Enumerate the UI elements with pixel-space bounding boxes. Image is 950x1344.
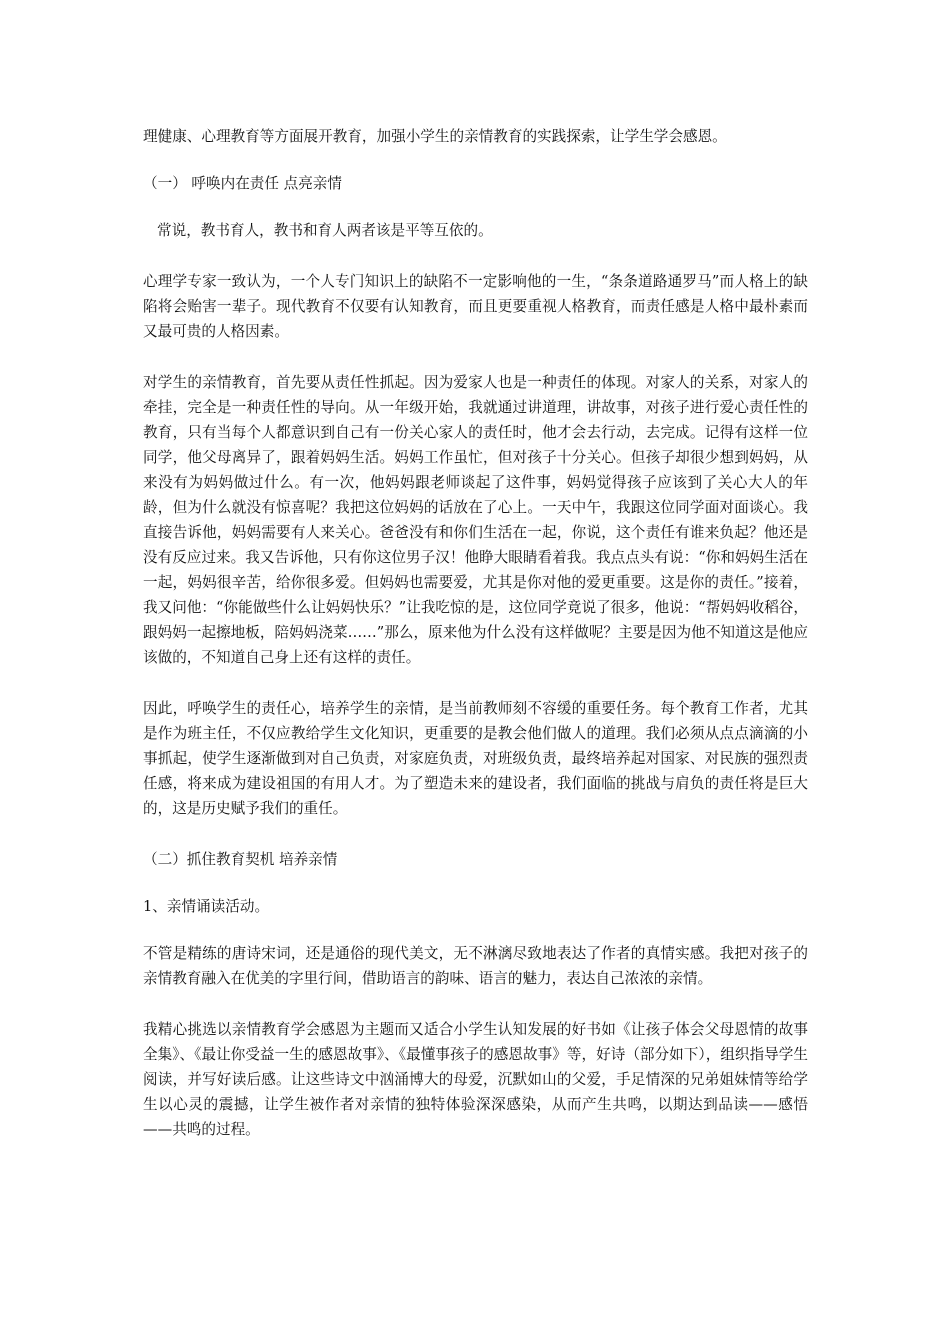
section-heading-1: （一） 呼唤内在责任 点亮亲情 (143, 175, 342, 192)
paragraph-intro-continuation: 理健康、心理教育等方面展开教育，加强小学生的亲情教育的实践探索，让学生学会感恩。 (143, 128, 727, 145)
paragraph-responsibility-story: 对学生的亲情教育，首先要从责任性抓起。因为爱家人也是一种责任的体现。对家人的关系，对家人的牵挂，完全是一种责任性的导向。从一年级开始，我就通过讲道理，讲故事，对孩子进行爱心责任性的教育，只有当每个人都意识到自己有一份关心家人的责任时，他才会去行动，去完成。记得有这样一位同学，他父母离异了，跟着妈妈生活。妈妈工作虽忙，但对孩子十分关心。但孩子却很少想到妈妈，从来没有为妈妈做过什么。有一次，他妈妈跟老师谈起了这件事，妈妈觉得孩子应该到了关心大人的年龄，但为什么就没有惊喜呢？我把这位妈妈的话放在了心上。一天中午，我跟这位同学面对面谈心。我直接告诉他，妈妈需要有人来关心。爸爸没有和你们生活在一起，你说，这个责任有谁来负起？他还是没有反应过来。我又告诉他，只有你这位男子汉！他睁大眼睛看着我。我点点头有说：“你和妈妈生活在一起，妈妈很辛苦，给你很多爱。但妈妈也需要爱，尤其是你对他的爱更重要。这是你的责任。”接着，我又问他：“你能做些什么让妈妈快乐？”让我吃惊的是，这位同学竟说了很多，他说：“帮妈妈收稻谷，跟妈妈一起擦地板，陪妈妈浇菜……”那么，原来他为什么没有这样做呢？主要是因为他不知道这是他应该做的，不知道自己身上还有这样的责任。 (143, 374, 808, 666)
paragraph-psychology: 心理学专家一致认为，一个人专门知识上的缺陷不一定影响他的一生，“条条道路通罗马”而人格上的缺陷将会贻害一辈子。现代教育不仅要有认知教育，而且更要重视人格教育，而责任感是人格中最朴素而又最可贵的人格因素。 (143, 273, 808, 340)
paragraph-conclusion: 因此，呼唤学生的责任心，培养学生的亲情，是当前教师刻不容缓的重要任务。每个教育工作者，尤其是作为班主任，不仅应教给学生文化知识，更重要的是教会他们做人的道理。我们必须从点点滴滴的小事抓起，使学生逐渐做到对自己负责，对家庭负责，对班级负责，最终培养起对国家、对民族的强烈责任感，将来成为建设祖国的有用人才。为了塑造未来的建设者，我们面临的挑战与肩负的责任将是巨大的，这是历史赋予我们的重任。 (143, 700, 808, 817)
paragraph-teaching: 常说，教书育人，教书和育人两者该是平等互依的。 (157, 222, 493, 239)
document-body (143, 124, 808, 1142)
list-item-reading-activity: 1、亲情诵读活动。 (143, 898, 270, 915)
paragraph-poetry: 不管是精练的唐诗宋词，还是通俗的现代美文，无不淋漓尽致地表达了作者的真情实感。我把对孩子的亲情教育融入在优美的字里行间，借助语言的韵味、语言的魅力，表达自己浓浓的亲情。 (143, 945, 808, 987)
section-heading-2: （二）抓住教育契机 培养亲情 (143, 851, 338, 868)
paragraph-book-selection: 我精心挑选以亲情教育学会感恩为主题而又适合小学生认知发展的好书如《让孩子体会父母恩情的故事全集》、《最让你受益一生的感恩故事》、《最懂事孩子的感恩故事》等，好诗（部分如下），组织指导学生阅读，并写好读后感。让这些诗文中汹涌博大的母爱，沉默如山的父爱，手足情深的兄弟姐妹情等给学生以心灵的震撼，让学生被作者对亲情的独特体验深深感染，从而产生共鸣，以期达到品读——感悟——共鸣的过程。 (143, 1021, 808, 1138)
